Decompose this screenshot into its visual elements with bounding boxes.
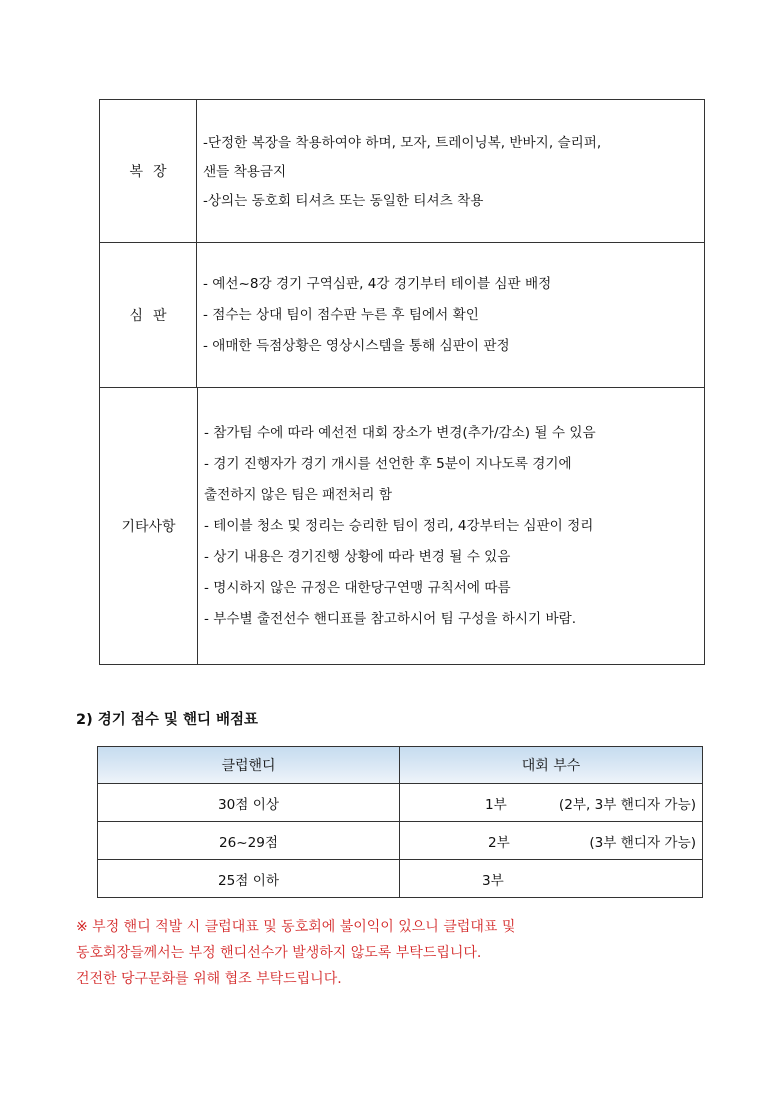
division-value: 1부 xyxy=(485,796,507,813)
table-row xyxy=(98,860,702,897)
rules-label-dress: 복장 xyxy=(100,100,197,242)
rules-line: - 예선~8강 경기 구역심판, 4강 경기부터 테이블 심판 배정 xyxy=(203,275,552,292)
notice-line: 건전한 당구문화를 위해 협조 부탁드립니다. xyxy=(76,971,342,987)
rules-line: - 참가팀 수에 따라 예선전 대회 장소가 변경(추가/감소) 될 수 있음 xyxy=(204,424,596,441)
handicap-cell: 25점 이하 xyxy=(98,860,400,897)
division-note: (3부 핸디자 가능) xyxy=(589,834,696,851)
rules-line: - 테이블 청소 및 정리는 승리한 팀이 정리, 4강부터는 심판이 정리 xyxy=(204,517,594,534)
rules-line: - 애매한 득점상황은 영상시스템을 통해 심판이 판정 xyxy=(203,337,510,354)
table-row xyxy=(98,784,702,822)
division-cell xyxy=(400,784,702,821)
notice-line: 동호회장들께서는 부정 핸디선수가 발생하지 않도록 부탁드립니다. xyxy=(76,945,482,961)
division-cell xyxy=(400,860,702,897)
rules-table xyxy=(99,99,705,665)
notice-line: ※ 부정 핸디 적발 시 클럽대표 및 동호회에 불이익이 있으니 클럽대표 및 xyxy=(76,919,516,935)
table-row xyxy=(98,822,702,860)
rules-line: 샌들 착용금지 xyxy=(203,163,287,180)
rules-line: - 부수별 출전선수 핸디표를 참고하시어 팀 구성을 하시기 바람. xyxy=(204,610,577,627)
section-title: 2) 경기 점수 및 핸디 배점표 xyxy=(76,712,259,728)
division-value: 3부 xyxy=(482,872,504,889)
notice xyxy=(76,914,515,992)
rules-row-dress xyxy=(100,100,704,243)
rules-line: -상의는 동호회 티셔츠 또는 동일한 티셔츠 착용 xyxy=(203,192,484,209)
handicap-table xyxy=(97,746,703,898)
header-club-handicap: 클럽핸디 xyxy=(98,747,400,783)
handicap-cell: 30점 이상 xyxy=(98,784,400,821)
rules-line: - 점수는 상대 팀이 점수판 누른 후 팀에서 확인 xyxy=(203,306,479,323)
rules-line: - 명시하지 않은 규정은 대한당구연맹 규칙서에 따름 xyxy=(204,579,511,596)
division-cell xyxy=(400,822,702,859)
rules-content-dress xyxy=(197,100,704,242)
rules-line: - 경기 진행자가 경기 개시를 선언한 후 5분이 지나도록 경기에 xyxy=(204,455,572,472)
division-value: 2부 xyxy=(488,834,510,851)
header-division: 대회 부수 xyxy=(400,747,702,783)
rules-line: -단정한 복장을 착용하여야 하며, 모자, 트레이닝복, 반바지, 슬리퍼, xyxy=(203,134,602,151)
rules-row-misc xyxy=(100,388,704,664)
rules-line: - 상기 내용은 경기진행 상황에 따라 변경 될 수 있음 xyxy=(204,548,511,565)
rules-row-referee xyxy=(100,243,704,388)
rules-content-misc xyxy=(198,388,704,664)
rules-label-misc: 기타사항 xyxy=(100,388,198,664)
rules-content-referee xyxy=(197,243,704,387)
rules-label-referee: 심판 xyxy=(100,243,197,387)
handicap-cell: 26~29점 xyxy=(98,822,400,859)
handicap-table-header xyxy=(98,747,702,784)
rules-line: 출전하지 않은 팀은 패전처리 함 xyxy=(204,486,392,503)
division-note: (2부, 3부 핸디자 가능) xyxy=(558,796,696,813)
